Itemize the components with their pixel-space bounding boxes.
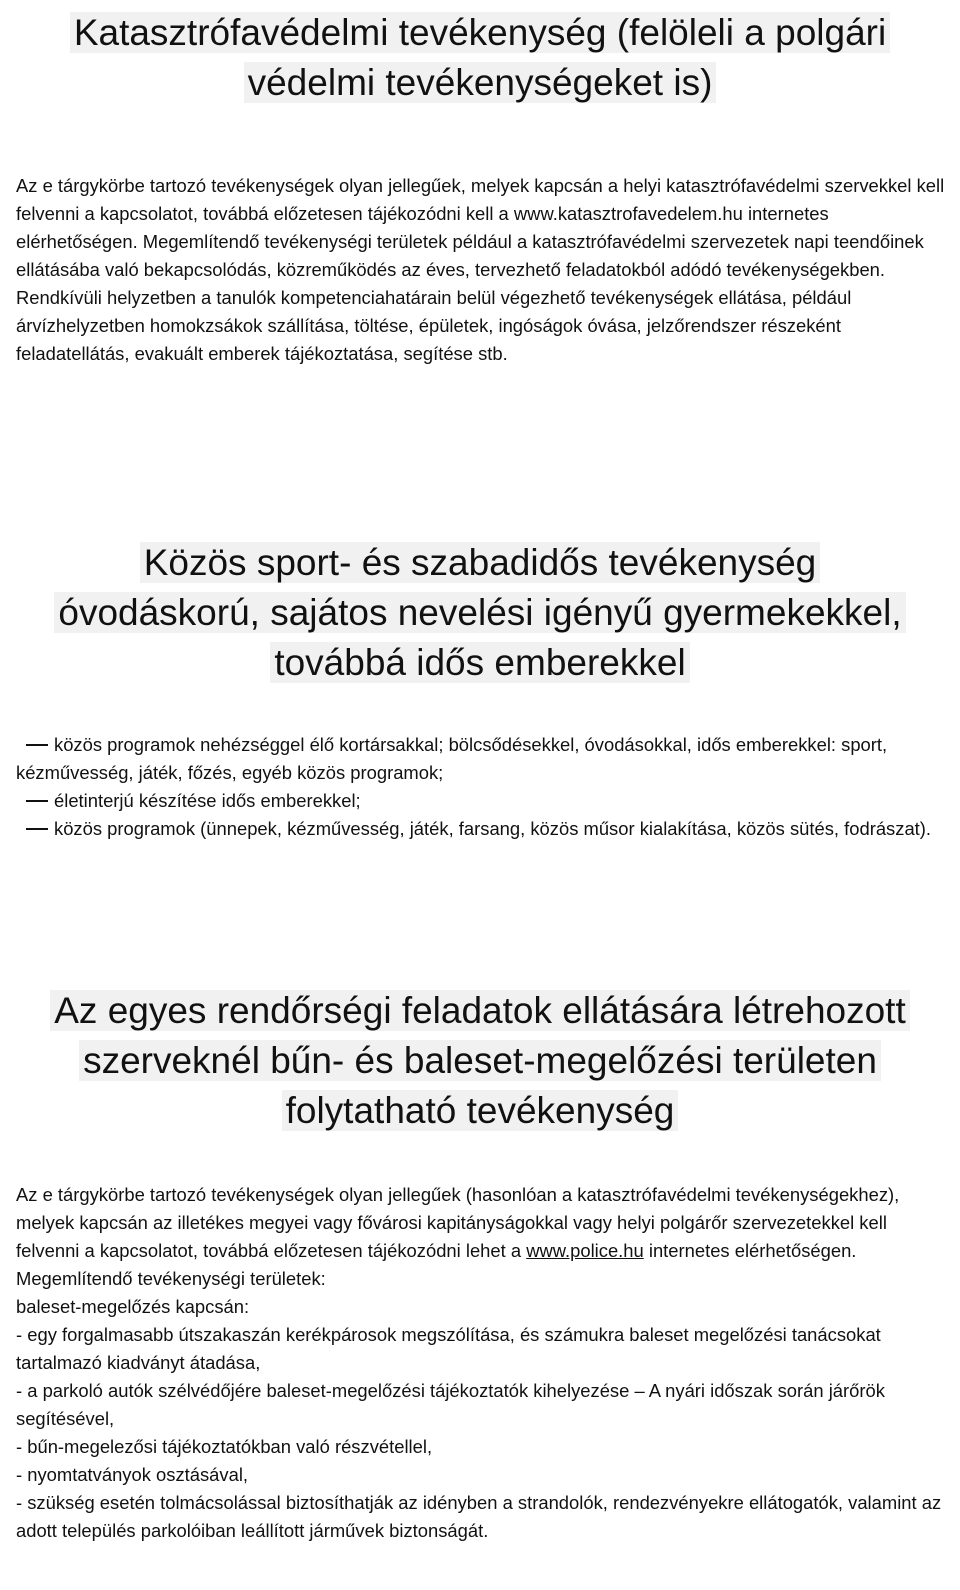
section-heading-sport-leisure <box>0 538 960 688</box>
list-item: - egy forgalmasabb útszakaszán kerékpárosok megszólítása, és számukra baleset megelőzési tanácsokat tartalmazó kiadványt átadása, <box>16 1324 881 1373</box>
section-heading-disaster-management <box>0 8 960 108</box>
prevention-label: baleset-megelőzés kapcsán: <box>16 1296 250 1317</box>
section-body-disaster-management <box>16 172 951 368</box>
section-body-sport-leisure <box>16 731 951 843</box>
list-item: - nyomtatványok osztásával, <box>16 1464 249 1485</box>
dash-bullet <box>26 744 48 746</box>
list-item: közös programok nehézséggel élő kortársakkal; bölcsődésekkel, óvodásokkal, idős emberekkel: sport, kézművesség, játék, főzés, egyéb közös programok; <box>16 734 888 783</box>
areas-label: Megemlítendő tevékenységi területek: <box>16 1268 326 1289</box>
heading-line: óvodáskorú, sajátos nevelési igényű gyermekekkel, <box>54 592 905 633</box>
list-item: életinterjú készítése idős emberekkel; <box>16 787 951 815</box>
heading-line: szerveknél bűn- és baleset-megelőzési területen <box>79 1040 881 1081</box>
section-body-police-prevention <box>16 1181 951 1545</box>
police-website-link[interactable]: www.police.hu <box>526 1240 644 1261</box>
paragraph: Az e tárgykörbe tartozó tevékenységek olyan jellegűek, melyek kapcsán a helyi katasztrófavédelmi szervekkel kell felvenni a kapcsolatot, továbbá előzetesen tájékozódni kell a www.katasztrofavedelem.hu internetes elérhetőségen. Megemlítendő tevékenységi területek például a katasztrófavédelmi szervezetek napi teendőinek ellátásába való bekapcsolódás, közreműködés az éves, tervezhető feladatokból adódó tevékenységekben. Rendkívüli helyzetben a tanulók kompetenciahatárain belül végezhető tevékenységek ellátása, például árvízhelyzetben homokzsákok szállítása, töltése, épületek, ingóságok óvása, jelzőrendszer részeként feladatellátás, evakuált emberek tájékoztatása, segítése stb. <box>16 175 945 364</box>
list-item: - bűn-megelezősi tájékoztatókban való részvétellel, <box>16 1436 433 1457</box>
heading-line: Az egyes rendőrségi feladatok ellátására létrehozott <box>50 990 910 1031</box>
dash-bullet <box>26 828 48 830</box>
heading-line: Közös sport- és szabadidős tevékenység <box>140 542 821 583</box>
heading-line: Katasztrófavédelmi tevékenység (felöleli a polgári <box>70 12 890 53</box>
list-item: - szükség esetén tolmácsolással biztosíthatják az idényben a strandolók, rendezvényekre ellátogatók, valamint az adott település parkolóiban leállított járművek biztonságát. <box>16 1492 942 1541</box>
dash-bullet <box>26 800 48 802</box>
heading-line: védelmi tevékenységeket is) <box>244 62 717 103</box>
section-heading-police-prevention <box>0 986 960 1136</box>
list-item: - a parkoló autók szélvédőjére baleset-megelőzési tájékoztatók kihelyezése – A nyári időszak során járőrök segítésével, <box>16 1380 885 1429</box>
intro-paragraph: Az e tárgykörbe tartozó tevékenységek olyan jellegűek (hasonlóan a katasztrófavédelmi tevékenységekhez), melyek kapcsán az illetékes megyei vagy fővárosi kapitányságokkal vagy helyi polgárőr szervezetekkel kell felvenni a kapcsolatot, továbbá előzetesen tájékozódni lehet a www.police.hu internetes elérhetőségen. <box>16 1184 900 1261</box>
heading-line: folytatható tevékenység <box>282 1090 679 1131</box>
heading-line: továbbá idős emberekkel <box>270 642 689 683</box>
list-item: közös programok (ünnepek, kézművesség, játék, farsang, közös műsor kialakítása, közös sütés, fodrászat). <box>16 815 951 843</box>
